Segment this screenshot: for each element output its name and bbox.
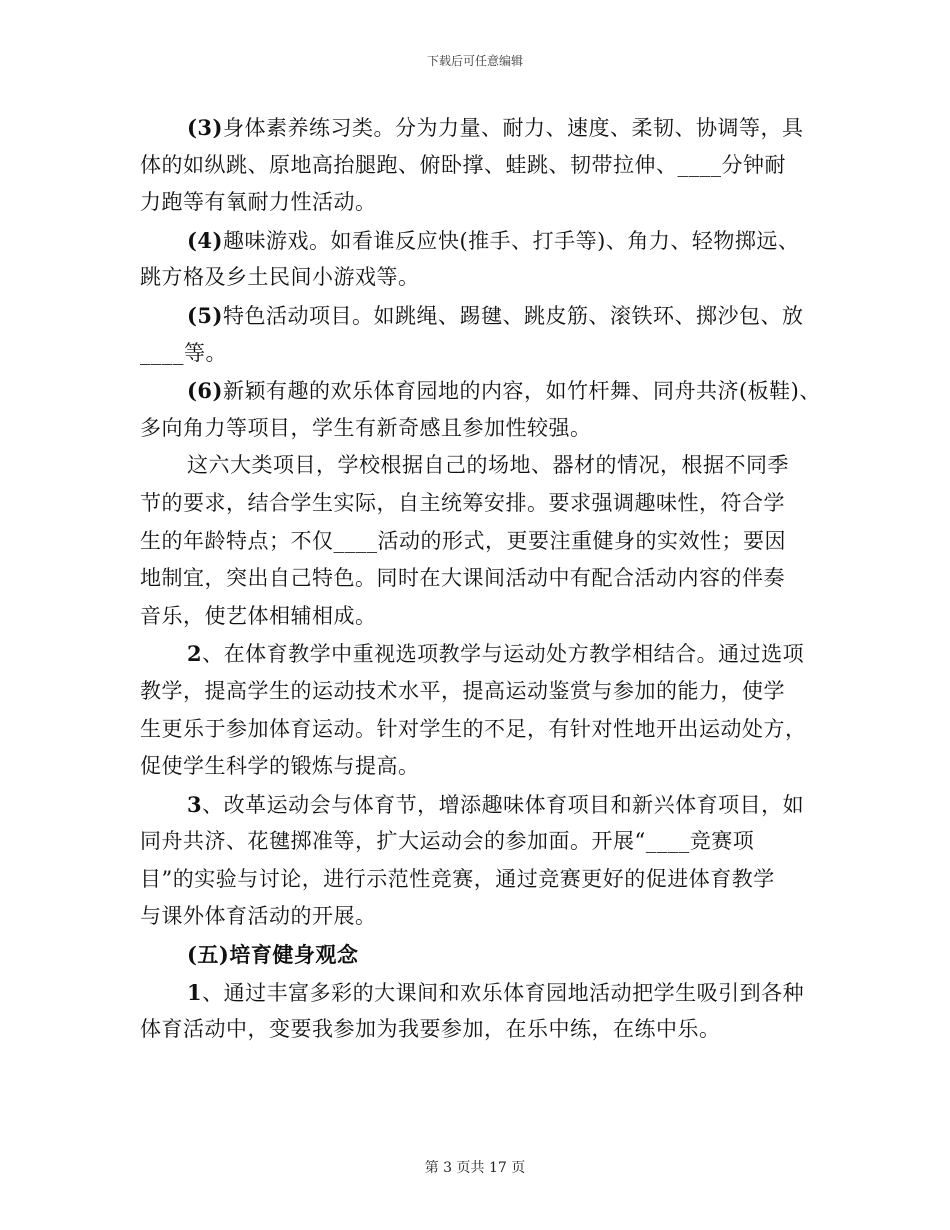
paragraph-line: [140, 748, 840, 786]
paragraph-line: [140, 598, 840, 636]
line-text: 生更乐于参加体育运动。针对学生的不足，有针对性地开出运动处方，: [140, 716, 807, 741]
paragraph-line: [140, 673, 840, 711]
line-text: 特色活动项目。如跳绳、踢毽、跳皮筋、滚铁环、掷沙包、放: [222, 303, 804, 328]
line-text: 多向角力等项目，学生有新奇感且参加性较强。: [140, 415, 592, 440]
line-text: 与课外体育活动的开展。: [140, 904, 377, 929]
list-number: (3): [187, 115, 223, 140]
line-text: 生的年龄特点；不仅____活动的形式，更要注重健身的实效性；要因: [140, 528, 786, 553]
line-text: 体育活动中，变要我参加为我要参加，在乐中练，在练中乐。: [140, 1017, 721, 1042]
paragraph-line: [140, 560, 840, 598]
paragraph-line: [140, 898, 840, 936]
line-text: 节的要求，结合学生实际，自主统筹安排。要求强调趣味性，符合学: [140, 490, 785, 515]
paragraph-line: [140, 147, 840, 185]
paragraph-line: [140, 372, 840, 410]
line-text: 、通过丰富多彩的大课间和欢乐体育园地活动把学生吸引到各种: [202, 980, 805, 1005]
section-heading: [140, 936, 840, 974]
document-body: [140, 109, 840, 1049]
paragraph-line: [140, 297, 840, 335]
paragraph-line: [140, 485, 840, 523]
paragraph-line: [140, 974, 840, 1012]
line-text: 身体素养练习类。分为力量、耐力、速度、柔韧、协调等，具: [222, 116, 804, 140]
paragraph-line: [140, 410, 840, 448]
line-text: 这六大类项目，学校根据自己的场地、器材的情况，根据不同季: [187, 453, 789, 478]
list-number: 3: [187, 791, 203, 817]
section-title: 培育健身观念: [229, 942, 359, 968]
list-number: (4): [187, 227, 223, 253]
line-text: 地制宜，突出自己特色。同时在大课间活动中有配合活动内容的伴奏: [140, 566, 785, 591]
list-number: 1: [187, 979, 203, 1005]
paragraph-line: [140, 184, 840, 222]
page-footer: 第 3 页共 17 页: [424, 1160, 526, 1176]
list-number: (5): [187, 302, 223, 328]
paragraph-line: [140, 523, 840, 561]
line-text: 力跑等有氧耐力性活动。: [140, 190, 377, 215]
paragraph-line: [140, 823, 840, 861]
line-text: 体的如纵跳、原地高抬腿跑、俯卧撑、蛙跳、韧带拉伸、____分钟耐: [140, 152, 786, 177]
line-text: 同舟共济、花毽掷准等，扩大运动会的参加面。开展“____竞赛项: [140, 829, 755, 854]
paragraph-line: [140, 447, 840, 485]
line-text: 趣味游戏。如看谁反应快(推手、打手等)、角力、轻物掷远、: [222, 228, 800, 253]
paragraph-line: [140, 222, 840, 260]
section-number: (五): [187, 942, 230, 968]
line-text: 教学，提高学生的运动技术水平，提高运动鉴赏与参加的能力，使学: [140, 678, 785, 703]
line-text: 、改革运动会与体育节，增添趣味体育项目和新兴体育项目，如: [202, 792, 805, 817]
line-text: 新颖有趣的欢乐体育园地的内容，如竹杆舞、同舟共济(板鞋)、: [222, 379, 821, 404]
paragraph-line: [140, 786, 840, 824]
line-text: ____等。: [140, 340, 227, 365]
paragraph-line: [140, 109, 840, 147]
line-text: 促使学生科学的锻炼与提高。: [140, 754, 420, 779]
list-number: (6): [187, 378, 223, 404]
paragraph-line: [140, 335, 840, 373]
paragraph-line: [140, 635, 840, 673]
line-text: 目”的实验与讨论，进行示范性竞赛，通过竞赛更好的促进体育教学: [140, 866, 775, 891]
paragraph-line: [140, 259, 840, 297]
paragraph-line: [140, 1011, 840, 1049]
line-text: 跳方格及乡土民间小游戏等。: [140, 265, 420, 290]
list-number: 2: [187, 641, 203, 667]
paragraph-line: [140, 861, 840, 899]
page-header: 下载后可任意编辑: [426, 54, 523, 68]
line-text: 音乐，使艺体相辅相成。: [140, 603, 377, 628]
paragraph-line: [140, 711, 840, 749]
line-text: 、在体育教学中重视选项教学与运动处方教学相结合。通过选项: [202, 642, 805, 667]
